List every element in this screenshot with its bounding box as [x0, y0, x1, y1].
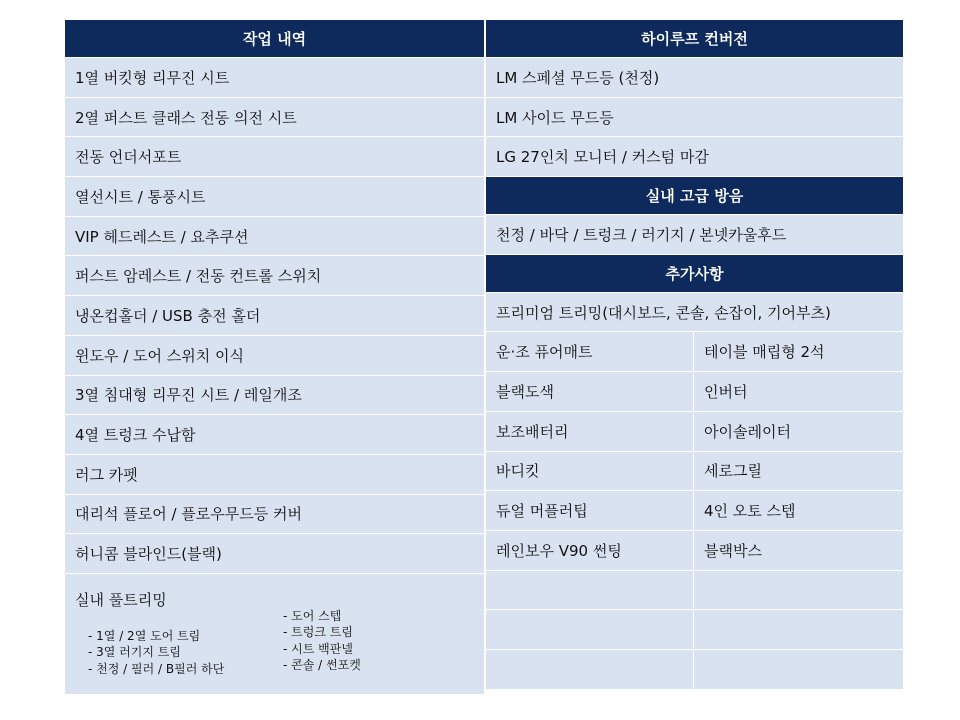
- full-trim-subitem: - 트렁크 트림: [283, 624, 361, 641]
- work-list-header: 작업 내역: [65, 20, 484, 58]
- extras-item: 테이블 매립형 2석: [704, 343, 825, 362]
- full-trim-subitem: - 도어 스텝: [283, 608, 361, 625]
- extras-item: 4인 오토 스텝: [704, 502, 796, 521]
- options-table: [485, 20, 903, 690]
- extras-item: 아이솔레이터: [704, 422, 791, 441]
- work-item: 4열 트렁크 수납함: [65, 415, 484, 455]
- high-roof-item: LM 스페셜 무드등 (천정): [485, 58, 903, 98]
- high-roof-header: 하이루프 컨버전: [485, 20, 903, 58]
- extras-item-empty: [486, 650, 694, 689]
- high-roof-item: LM 사이드 무드등: [485, 98, 903, 138]
- extras-item: 인버터: [704, 382, 748, 401]
- extras-item-empty: [694, 650, 903, 689]
- full-trim-subitem: - 3열 러기지 트림: [88, 644, 224, 661]
- extras-item: 운·조 퓨어매트: [486, 332, 694, 371]
- soundproof-item: 천정 / 바닥 / 트렁크 / 러기지 / 본넷카울후드: [485, 215, 903, 255]
- extras-row: [485, 452, 903, 492]
- work-item: 러그 카펫: [65, 455, 484, 495]
- extras-row: [485, 531, 903, 571]
- extras-row-empty: [485, 571, 903, 611]
- extras-item-empty: [694, 571, 903, 610]
- work-item: VIP 헤드레스트 / 요추쿠션: [65, 217, 484, 257]
- extras-item: 블랙박스: [704, 541, 762, 560]
- full-trim-cell: [65, 574, 484, 694]
- full-trim-list-2: [283, 608, 361, 674]
- extras-item-empty: [486, 571, 694, 610]
- extras-item-empty: [486, 610, 694, 649]
- work-item: 3열 침대형 리무진 시트 / 레일개조: [65, 376, 484, 416]
- work-item: 대리석 플로어 / 플로우무드등 커버: [65, 495, 484, 535]
- full-trim-subitem: - 시트 백판넬: [283, 641, 361, 658]
- extras-row: [485, 412, 903, 452]
- full-trim-title: 실내 풀트리밍: [75, 590, 167, 609]
- full-trim-list-1: [88, 628, 224, 678]
- work-item: 냉온컵홀더 / USB 충전 홀더: [65, 296, 484, 336]
- work-item: 2열 퍼스트 클래스 전동 의전 시트: [65, 98, 484, 138]
- extras-row-empty: [485, 650, 903, 690]
- work-item: 허니콤 블라인드(블랙): [65, 534, 484, 574]
- extras-row: [485, 332, 903, 372]
- extras-row: [485, 372, 903, 412]
- work-item: 전동 언더서포트: [65, 137, 484, 177]
- extras-wide-item: 프리미엄 트리밍(대시보드, 콘솔, 손잡이, 기어부츠): [485, 293, 903, 333]
- full-trim-subitem: - 콘솔 / 썬포켓: [283, 657, 361, 674]
- extras-row: [485, 491, 903, 531]
- full-trim-subitem: - 천정 / 필러 / B필러 하단: [88, 661, 224, 678]
- extras-item: 세로그릴: [704, 462, 762, 481]
- work-list-table: [65, 20, 484, 694]
- extras-item: 듀얼 머플러팁: [486, 491, 694, 530]
- extras-item-empty: [694, 610, 903, 649]
- extras-row-empty: [485, 610, 903, 650]
- work-item: 열선시트 / 통풍시트: [65, 177, 484, 217]
- work-item: 1열 버킷형 리무진 시트: [65, 58, 484, 98]
- extras-item: 블랙도색: [486, 372, 694, 411]
- extras-item: 바디킷: [486, 452, 694, 491]
- extras-item: 레인보우 V90 썬팅: [486, 531, 694, 570]
- work-item: 윈도우 / 도어 스위치 이식: [65, 336, 484, 376]
- high-roof-item: LG 27인치 모니터 / 커스텀 마감: [485, 137, 903, 177]
- full-trim-subitem: - 1열 / 2열 도어 트림: [88, 628, 224, 645]
- extras-header: 추가사항: [485, 255, 903, 293]
- work-item: 퍼스트 암레스트 / 전동 컨트롤 스위치: [65, 256, 484, 296]
- extras-item: 보조배터리: [486, 412, 694, 451]
- soundproof-header: 실내 고급 방음: [485, 177, 903, 215]
